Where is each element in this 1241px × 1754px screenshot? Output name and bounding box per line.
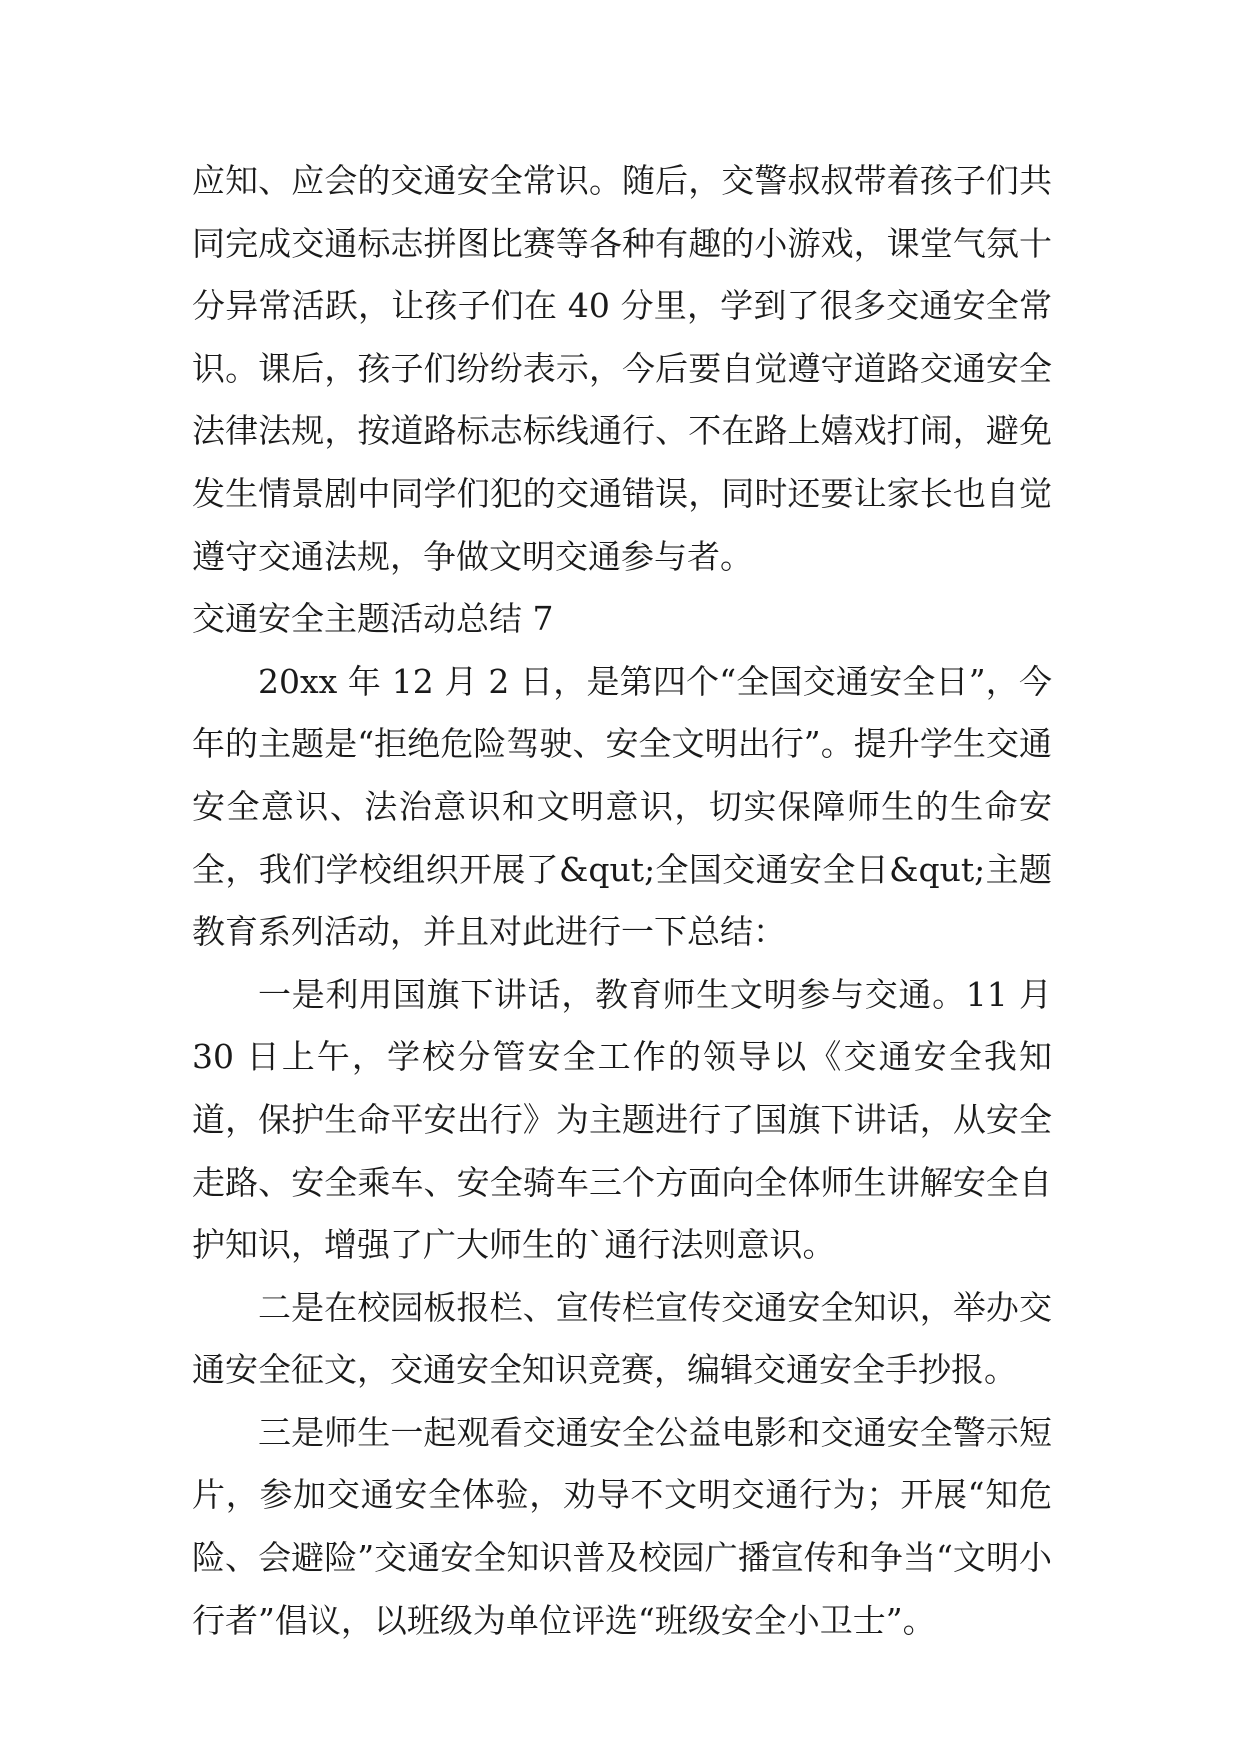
paragraph-intro: 20xx 年 12 月 2 日，是第四个“全国交通安全日”，今年的主题是“拒绝危险驾驶、安全文明出行”。提升学生交通安全意识、法治意识和文明意识，切实保障师生的生命安全，我们学校组织开展了&qut;全国交通安全日&qut;主题教育系列活动，并且对此进行一下总结： bbox=[192, 661, 1052, 952]
document-page bbox=[192, 150, 1052, 1652]
section-title: 交通安全主题活动总结 7 bbox=[192, 599, 554, 639]
paragraph-point-2: 二是在校园板报栏、宣传栏宣传交通安全知识，举办交通安全征文，交通安全知识竞赛，编辑交通安全手抄报。 bbox=[192, 1287, 1052, 1390]
paragraph-point-3: 三是师生一起观看交通安全公益电影和交通安全警示短片，参加交通安全体验，劝导不文明交通行为；开展“知危险、会避险”交通安全知识普及校园广播宣传和争当“文明小行者”倡议，以班级为单位评选“班级安全小卫士”。 bbox=[192, 1412, 1052, 1640]
paragraph-point-1: 一是利用国旗下讲话，教育师生文明参与交通。11 月 30 日上午，学校分管安全工作的领导以《交通安全我知道，保护生命平安出行》为主题进行了国旗下讲话，从安全走路、安全乘车、安全骑车三个方面向全体师生讲解安全自护知识，增强了广大师生的`通行法则意识。 bbox=[192, 974, 1052, 1265]
continuation-paragraph: 应知、应会的交通安全常识。随后，交警叔叔带着孩子们共同完成交通标志拼图比赛等各种有趣的小游戏，课堂气氛十分异常活跃，让孩子们在 40 分里，学到了很多交通安全常识。课后，孩子们纷纷表示，今后要自觉遵守道路交通安全法律法规，按道路标志标线通行、不在路上嬉戏打闹，避免发生情景剧中同学们犯的交通错误，同时还要让家长也自觉遵守交通法规，争做文明交通参与者。 bbox=[192, 161, 1052, 576]
